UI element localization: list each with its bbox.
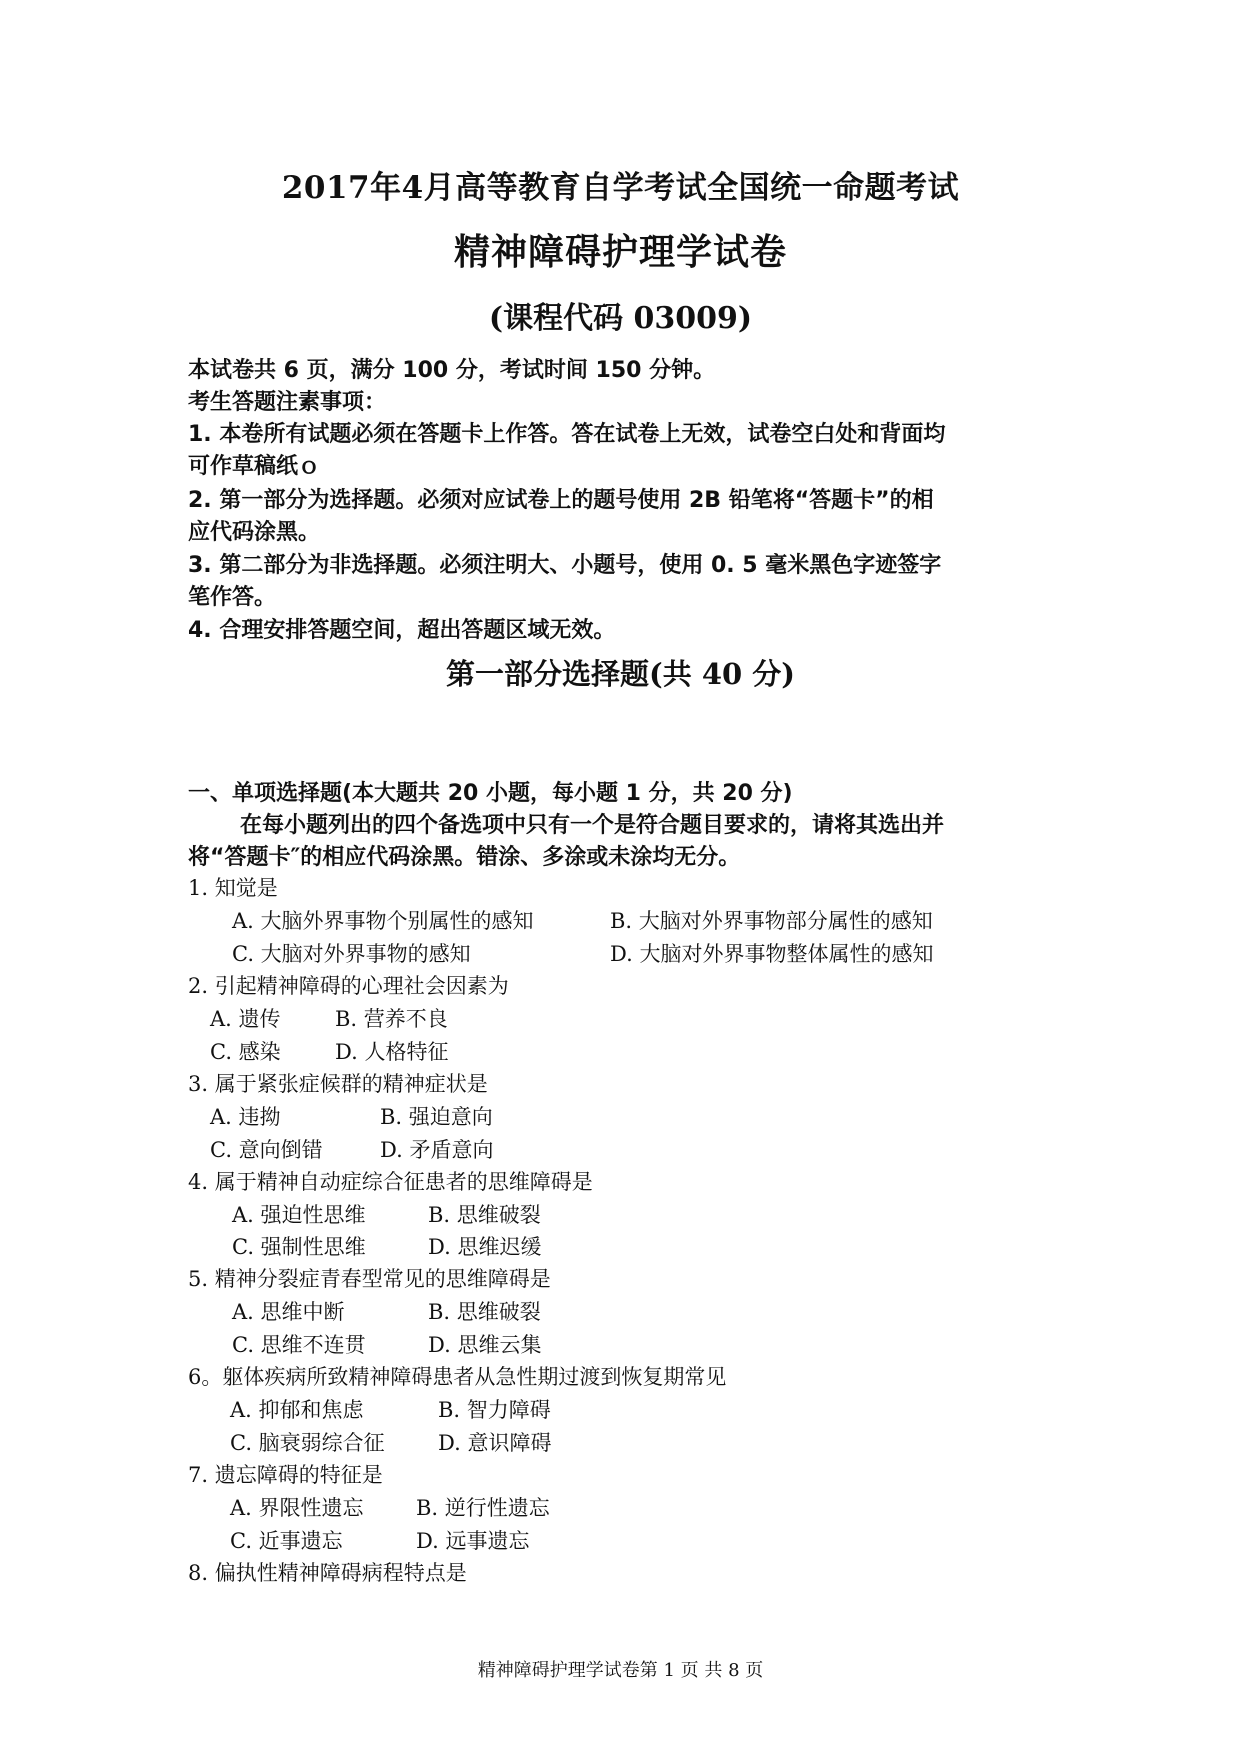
course-code: (课程代码 03009): [488, 301, 753, 336]
question-option: D. 矛盾意向: [380, 1138, 494, 1162]
question-option: B. 强迫意向: [380, 1105, 493, 1129]
notice-item-3-line-2: 笔作答。: [188, 585, 277, 610]
question-option: B. 智力障碍: [438, 1398, 551, 1422]
section-title: 第一部分选择题(共 40 分): [446, 657, 795, 691]
question-option: C. 意向倒错: [210, 1138, 323, 1162]
question-option: C. 近事遗忘: [230, 1529, 343, 1553]
exam-summary: 本试卷共 6 页，满分 100 分，考试时间 150 分钟。: [188, 358, 716, 383]
question-option: A. 遗传: [210, 1007, 281, 1031]
exam-title: 2017年4月高等教育自学考试全国统一命题考试: [281, 170, 960, 206]
question-option: C. 思维不连贯: [232, 1333, 366, 1357]
directions-line-1: 在每小题列出的四个备选项中只有一个是符合题目要求的，请将其选出并: [240, 813, 945, 838]
question-option: D. 意识障碍: [438, 1431, 552, 1455]
notice-item-1-line-1: 1. 本卷所有试题必须在答题卡上作答。答在试卷上无效，试卷空白处和背面均: [188, 422, 946, 447]
question-option: C. 感染: [210, 1040, 281, 1064]
question-option: A. 思维中断: [232, 1300, 345, 1324]
question-option: D. 人格特征: [335, 1040, 449, 1064]
question-option: D. 大脑对外界事物整体属性的感知: [610, 942, 934, 966]
page-footer: 精神障碍护理学试卷第 1 页 共 8 页: [477, 1660, 764, 1681]
question-option: B. 思维破裂: [428, 1203, 541, 1227]
question-option: A. 界限性遗忘: [230, 1496, 364, 1520]
notice-heading: 考生答题注素事项：: [188, 390, 387, 415]
question-option: A. 强迫性思维: [232, 1203, 366, 1227]
question-option: C. 脑衰弱综合征: [230, 1431, 385, 1455]
part-heading: 一、单项选择题(本大题共 20 小题，每小题 1 分，共 20 分): [188, 781, 793, 806]
notice-item-1-line-2: 可作草稿纸ｏ: [188, 454, 321, 479]
question-option: C. 强制性思维: [232, 1235, 366, 1259]
question-stem: 3. 属于紧张症候群的精神症状是: [188, 1072, 488, 1096]
question-option: C. 大脑对外界事物的感知: [232, 942, 471, 966]
question-stem: 6。躯体疾病所致精神障碍患者从急性期过渡到恢复期常见: [188, 1365, 727, 1389]
question-option: D. 远事遗忘: [416, 1529, 530, 1553]
directions-line-2: 将“答题卡″的相应代码涂黑。错涂、多涂或未涂均无分。: [188, 845, 741, 870]
question-option: B. 逆行性遗忘: [416, 1496, 550, 1520]
notice-item-2-line-1: 2. 第一部分为选择题。必须对应试卷上的题号使用 2B 铅笔将“答题卡”的相: [188, 488, 934, 513]
notice-item-4: 4. 合理安排答题空间，超出答题区域无效。: [188, 618, 616, 643]
question-stem: 5. 精神分裂症青春型常见的思维障碍是: [188, 1267, 551, 1291]
question-option: A. 违拗: [210, 1105, 281, 1129]
notice-item-3-line-1: 3. 第二部分为非选择题。必须注明大、小题号，使用 0. 5 毫米黑色字迹签字: [188, 553, 942, 578]
question-option: D. 思维云集: [428, 1333, 542, 1357]
question-stem: 2. 引起精神障碍的心理社会因素为: [188, 974, 509, 998]
question-option: B. 大脑对外界事物部分属性的感知: [610, 909, 933, 933]
question-stem: 7. 遗忘障碍的特征是: [188, 1463, 383, 1487]
question-option: A. 抑郁和焦虑: [230, 1398, 364, 1422]
question-stem: 1. 知觉是: [188, 876, 278, 900]
notice-item-2-line-2: 应代码涂黑。: [188, 520, 321, 545]
paper-title: 精神障碍护理学试卷: [453, 231, 787, 273]
question-option: D. 思维迟缓: [428, 1235, 542, 1259]
question-option: B. 营养不良: [335, 1007, 448, 1031]
question-option: B. 思维破裂: [428, 1300, 541, 1324]
question-option: A. 大脑外界事物个别属性的感知: [232, 909, 534, 933]
question-stem: 8. 偏执性精神障碍病程特点是: [188, 1561, 467, 1585]
question-stem: 4. 属于精神自动症综合征患者的思维障碍是: [188, 1170, 593, 1194]
